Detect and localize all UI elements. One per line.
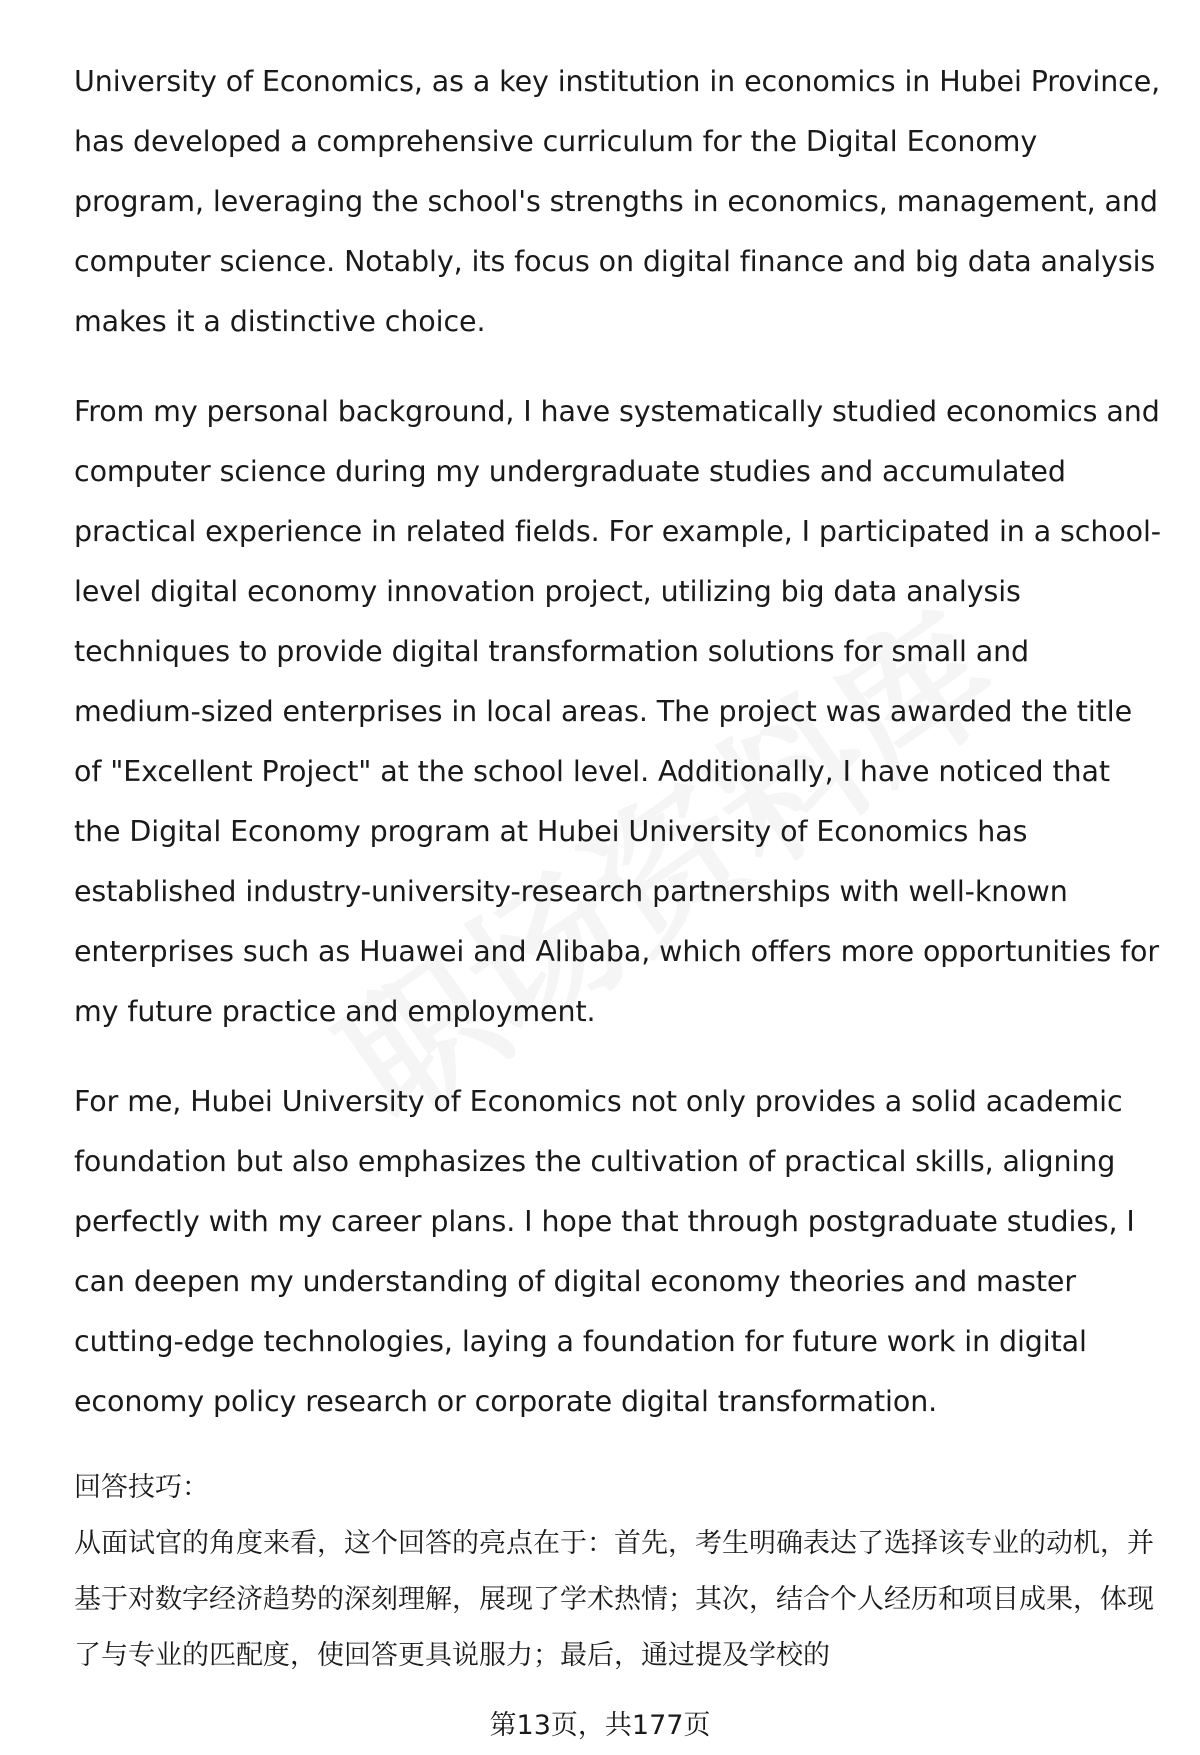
page-number: 第13页，共177页 <box>489 1710 711 1741</box>
paragraph-university-intro: University of Economics, as a key institution in economics in Hubei Province, has developed a comprehensive curriculum for the Digital Economy program, leveraging the school's strengths in economics, management, and computer science. Notably, its focus on digital finance and big data analysis makes it a distinctive choice. <box>74 65 1161 338</box>
answer-body <box>74 52 1164 1462</box>
paragraph-personal-background: From my personal background, I have systematically studied economics and computer science during my undergraduate studies and accumulated practical experience in related fields. For example, I participated in a school-level digital economy innovation project, utilizing big data analysis techniques to provide digital transformation solutions for small and medium-sized enterprises in local areas. The project was awarded the title of "Excellent Project" at the school level. Additionally, I have noticed that the Digital Economy program at Hubei University of Economics has established industry-university-research partnerships with well-known enterprises such as Huawei and Alibaba, which offers more opportunities for my future practice and employment. <box>74 395 1161 1028</box>
tips-heading: 回答技巧： <box>74 1472 209 1503</box>
answer-tips-section <box>74 1460 1164 1684</box>
tips-text: 从面试官的角度来看，这个回答的亮点在于：首先，考生明确表达了选择该专业的动机，并基于对数字经济趋势的深刻理解，展现了学术热情；其次，结合个人经历和项目成果，体现了与专业的匹配度，使回答更具说服力；最后，通过提及学校的 <box>74 1528 1154 1671</box>
paragraph-career-goals: For me, Hubei University of Economics not only provides a solid academic foundation but also emphasizes the cultivation of practical skills, aligning perfectly with my career plans. I hope that through postgraduate studies, I can deepen my understanding of digital economy theories and master cutting-edge technologies, laying a foundation for future work in digital economy policy research or corporate digital transformation. <box>74 1085 1135 1418</box>
